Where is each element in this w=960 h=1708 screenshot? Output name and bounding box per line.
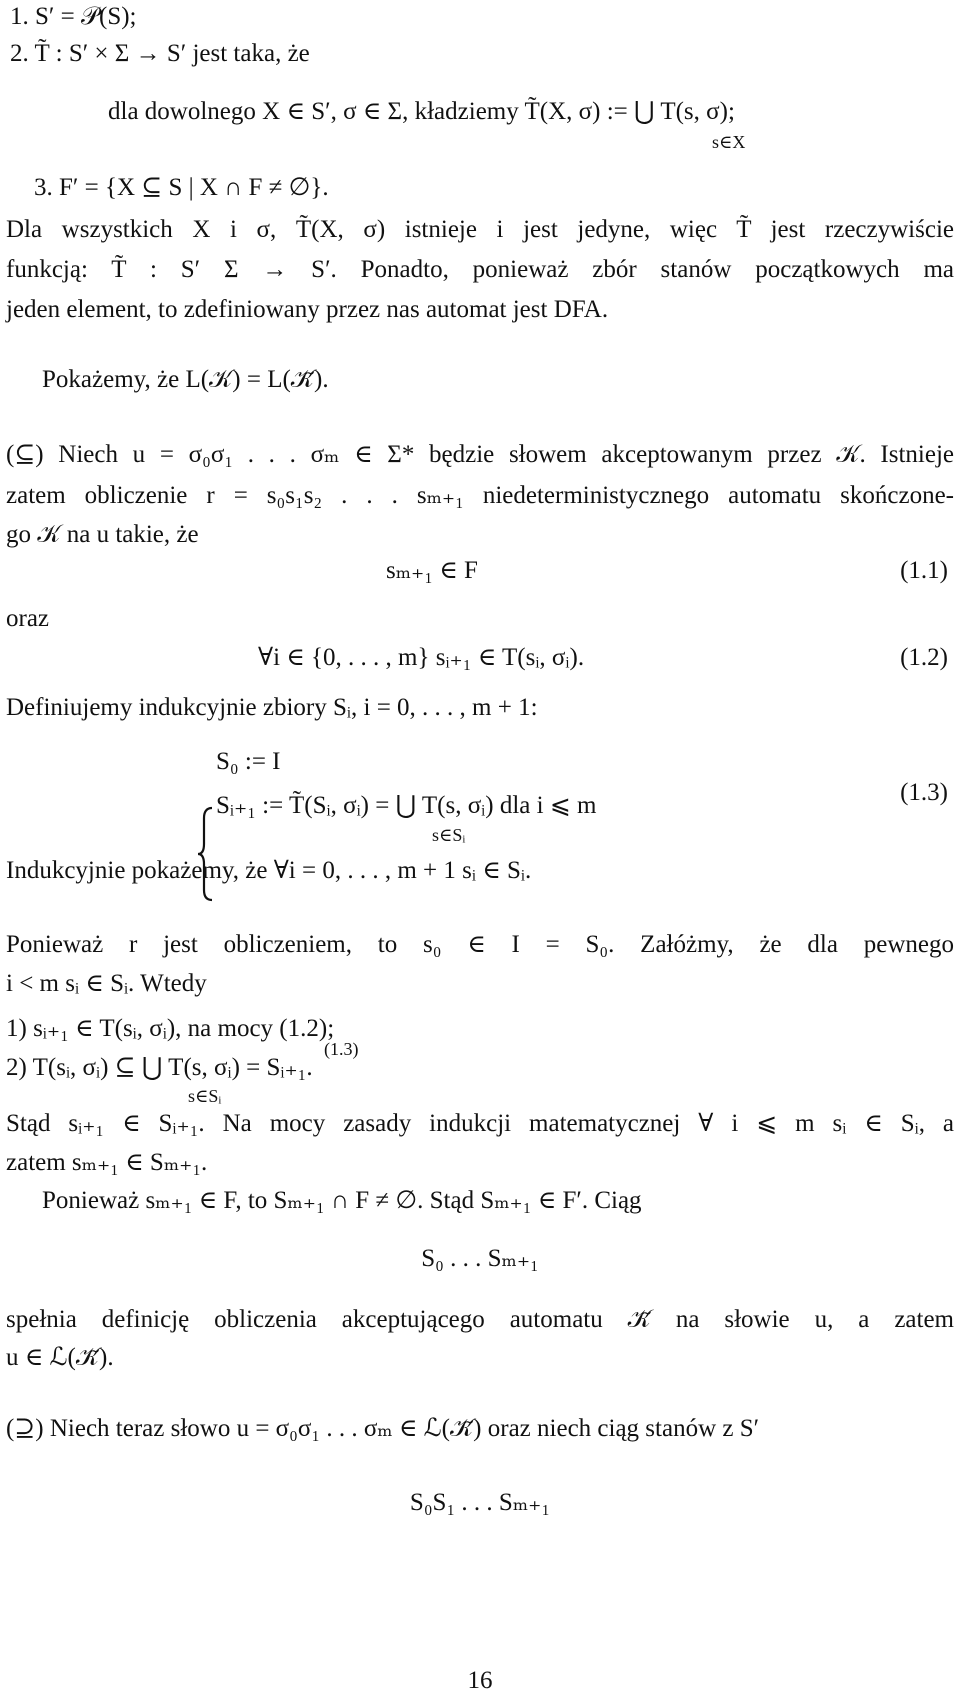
list-item-2: 2. T̃ : S′ × Σ → S′ jest taka, że <box>10 40 310 67</box>
equation-1-3-case-b: Sᵢ₊₁ := T̃(Sᵢ, σᵢ) = ⋃ T(s, σᵢ) dla i ⩽ m <box>216 792 597 819</box>
paragraph-line: (⊆) Niech u = σ₀σ₁ . . . σₘ ∈ Σ* będzie słowem akceptowanym przez 𝒦. Istnieje <box>6 441 954 468</box>
paragraph-line: Stąd sᵢ₊₁ ∈ Sᵢ₊₁. Na mocy zasady indukcji matematycznej ∀ i ⩽ m sᵢ ∈ Sᵢ, a <box>6 1110 954 1137</box>
equation-1-1: sₘ₊₁ ∈ F <box>386 557 478 584</box>
union-subscript: s∈Sᵢ <box>432 825 466 845</box>
paragraph-line: funkcją: T̃ : S′ Σ → S′. Ponadto, ponieważ zbór stanów początkowych ma <box>6 256 954 283</box>
paragraph-line: oraz <box>6 605 50 632</box>
union-subscript: s∈Sᵢ <box>188 1086 222 1106</box>
equation-1-2: ∀i ∈ {0, . . . , m} sᵢ₊₁ ∈ T(sᵢ, σᵢ). <box>258 644 585 671</box>
claim-line: Pokażemy, że L(𝒦) = L(𝒦̃). <box>42 366 329 393</box>
equation-number: (1.1) <box>900 557 948 584</box>
equation-number: (1.2) <box>900 644 948 671</box>
display-sequence: S₀ . . . Sₘ₊₁ <box>421 1245 539 1272</box>
paragraph-line: Ponieważ sₘ₊₁ ∈ F, to Sₘ₊₁ ∩ F ≠ ∅. Stąd Sₘ₊₁ ∈ F′. Ciąg <box>42 1187 642 1214</box>
left-brace-icon <box>196 806 214 902</box>
list-item-3: 3. F′ = {X ⊆ S | X ∩ F ≠ ∅}. <box>34 174 329 201</box>
list-item-1: 1. S′ = 𝒫(S); <box>10 3 137 30</box>
paragraph-line: go 𝒦 na u takie, że <box>6 521 199 548</box>
paragraph-line: jeden element, to zdefiniowany przez nas automat jest DFA. <box>6 296 609 323</box>
paragraph-line: spełnia definicję obliczenia akceptującego automatu 𝒦̃ na słowie u, a zatem <box>6 1306 954 1333</box>
paragraph-line: zatem obliczenie r = s₀s₁s₂ . . . sₘ₊₁ niedeterministycznego automatu skończone- <box>6 482 954 509</box>
paragraph-line: i < m sᵢ ∈ Sᵢ. Wtedy <box>6 970 207 997</box>
step-2: 2) T(sᵢ, σᵢ) ⊆ ⋃ T(s, σᵢ) = Sᵢ₊₁. <box>6 1054 313 1081</box>
display-sequence: S₀S₁ . . . Sₘ₊₁ <box>409 1489 551 1516</box>
step-1: 1) sᵢ₊₁ ∈ T(sᵢ, σᵢ), na mocy (1.2); <box>6 1015 335 1042</box>
paragraph-line: Ponieważ r jest obliczeniem, to s₀ ∈ I = S₀. Załóżmy, że dla pewnego <box>6 931 954 958</box>
definition-line: dla dowolnego X ∈ S′, σ ∈ Σ, kładziemy T̃(X, σ) := ⋃ T(s, σ); <box>108 98 735 125</box>
reference-label: (1.3) <box>324 1039 359 1059</box>
union-subscript: s∈X <box>712 132 746 152</box>
paragraph-line: Indukcyjnie pokażemy, że ∀i = 0, . . . , m + 1 sᵢ ∈ Sᵢ. <box>6 857 532 884</box>
paragraph-line: Definiujemy indukcyjnie zbiory Sᵢ, i = 0, . . . , m + 1: <box>6 694 538 721</box>
equation-number: (1.3) <box>900 779 948 806</box>
paragraph-line: (⊇) Niech teraz słowo u = σ₀σ₁ . . . σₘ ∈ ℒ(𝒦̃) oraz niech ciąg stanów z S′ <box>6 1415 760 1442</box>
paragraph-line: Dla wszystkich X i σ, T̃(X, σ) istnieje i jest jedyne, więc T̃ jest rzeczywiście <box>6 216 954 243</box>
page-number: 16 <box>467 1667 493 1694</box>
equation-1-3-case-a: S₀ := I <box>216 748 281 775</box>
paragraph-line: u ∈ ℒ(𝒦̃). <box>6 1344 114 1371</box>
paragraph-line: zatem sₘ₊₁ ∈ Sₘ₊₁. <box>6 1149 208 1176</box>
